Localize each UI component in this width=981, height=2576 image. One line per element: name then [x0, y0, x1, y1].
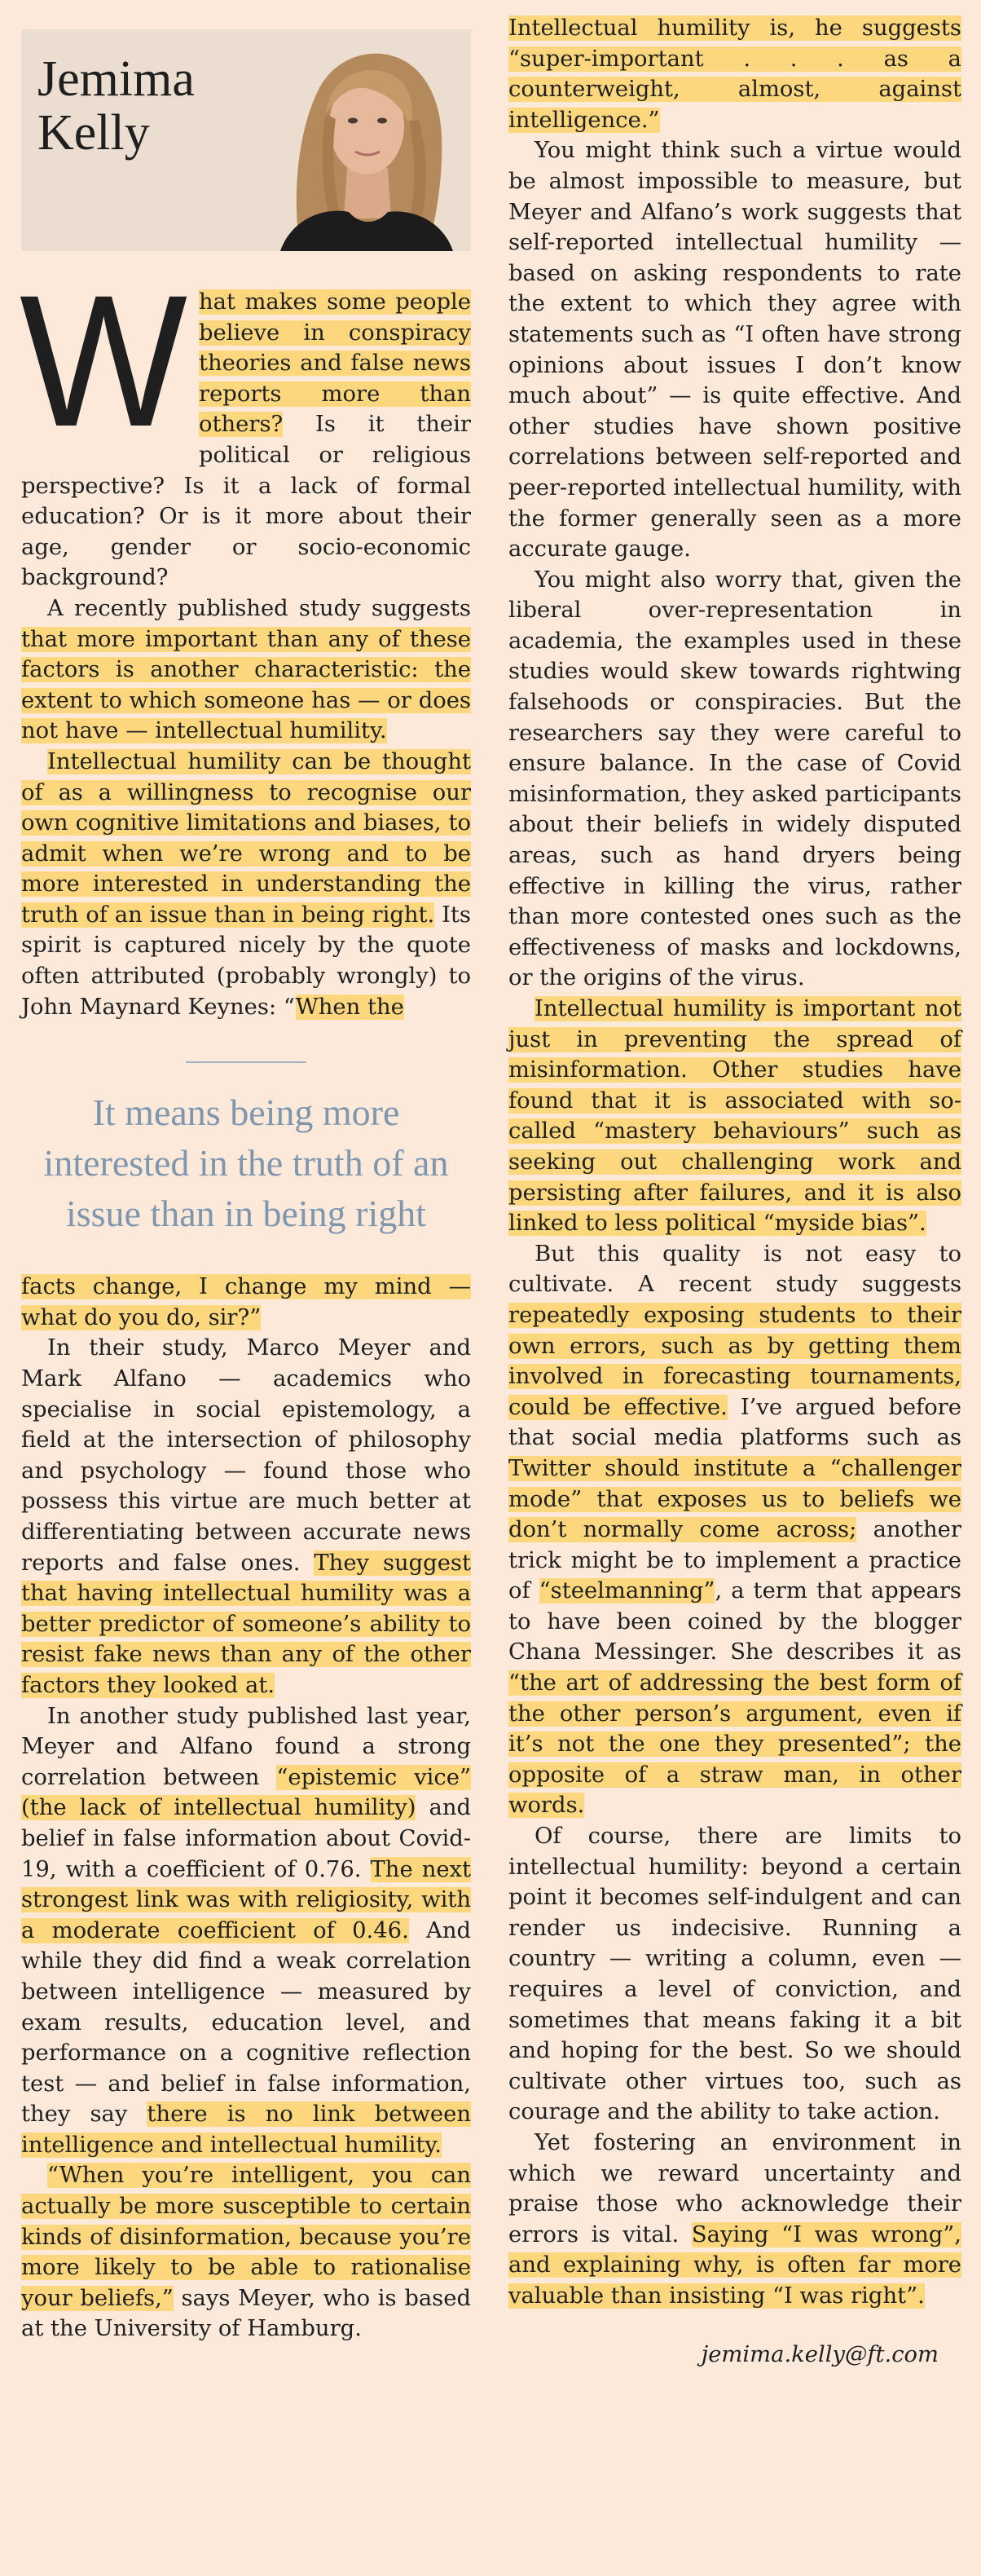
paragraph-1: [21, 287, 471, 593]
author-email[interactable]: jemima.kelly@ft.com: [701, 2341, 939, 2367]
highlight-text: that more important than any of these factors is another characteristic: the extent to which someone has — or does not have — intellectual humility.: [21, 626, 471, 744]
highlight-text: Intellectual humility can be thought of as a willingness to recognise our own cognitive limitations and biases, to admit when we’re wrong and to be more interested in understanding the truth of an issue than in being right.: [21, 748, 471, 928]
pullquote: [21, 1061, 471, 1239]
highlight-text: “epistemic vice” (the lack of intellectual humility): [21, 1764, 471, 1821]
body-text: says Meyer, who is based at the University of Hamburg.: [21, 2285, 471, 2342]
highlight-text: Saying “I was wrong”, and explaining why, is often far more valuable than insisting “I was right”.: [508, 2221, 961, 2309]
highlight-text: They suggest that having intellectual humility was a better predictor of someone’s ability to resist fake news than any of the other factors they looked at.: [21, 1550, 471, 1698]
paragraph-2: [21, 593, 471, 747]
body-text: Is it their political or religious perspective? Is it a lack of formal education? Or is it more about their age, gender or socio-economic background?: [21, 412, 471, 591]
pullquote-rule: [186, 1061, 306, 1063]
drop-cap: [18, 287, 192, 450]
left-column: [21, 287, 471, 2344]
highlight-text: Intellectual humility is important not just in preventing the spread of misinformation. Other studies have found that it is associated with so-called “mastery behaviours” such as seeking out challenging work and persisting after failures, and it is also linked to less political “myside bias”.: [508, 996, 961, 1237]
highlight-text: The next strongest link was with religiosity, with a moderate coefficient of 0.46.: [21, 1856, 471, 1943]
highlight-text: Twitter should institute a “challenger mode” that exposes us to beliefs we don’t normally come across;: [508, 1455, 961, 1543]
body-text: And while they did find a weak correlation between intelligence — measured by exam results, education level, and performance on a cognitive reflection test — and belief in false information, they say: [21, 1917, 471, 2128]
body-text: In another study published last year, Meyer and Alfano found a strong correlation between: [21, 1703, 471, 1790]
body-text: another trick might be to implement a practice of: [508, 1517, 961, 1604]
highlight-text: “the art of addressing the best form of the other person’s argument, even if it’s not the one they presented”; the opposite of a straw man, in other words.: [508, 1670, 961, 1819]
pullquote-text: It means being more interested in the truth of an issue than in being right: [43, 1092, 449, 1235]
highlight-text: repeatedly exposing students to their own errors, such as by getting them involved in forecasting tournaments, could be effective.: [508, 1302, 961, 1420]
byline-box: [21, 29, 471, 251]
highlight-text: Intellectual humility is, he suggests “super-important . . . as a counterweight, almost, against intelligence.”: [508, 15, 961, 133]
paragraph-r4: [508, 994, 961, 1239]
paragraph-r1: [508, 13, 961, 135]
paragraph-5: [21, 1701, 471, 2161]
body-text: I’ve argued before that social media platforms such as: [508, 1394, 961, 1451]
highlight-text: facts change, I change my mind — what do you do, sir?”: [21, 1274, 471, 1330]
paragraph-r3: You might also worry that, given the liberal over-representation in academia, the examples used in these studies would skew towards rightwing falsehoods or conspiracies. But the researchers say they were careful to ensure balance. In the case of Covid misinformation, they asked participants about their beliefs in widely disputed areas, such as hand dryers being effective in killing the virus, rather than more contested ones such as the effectiveness of masks and lockdowns, or the origins of the virus.: [508, 567, 961, 991]
author-last-name: Kelly: [37, 105, 150, 161]
paragraph-r5: [508, 1239, 961, 1821]
paragraph-6: [21, 2160, 471, 2344]
svg-text:W: W: [20, 287, 187, 450]
body-text: Yet fostering an environment in which we reward uncertainty and praise those who acknowledge their errors is vital.: [508, 2129, 961, 2247]
paragraph-4: [21, 1333, 471, 1700]
highlight-text: “When you’re intelligent, you can actually be more susceptible to certain kinds of disinformation, because you’re more likely to be able to rationalise your beliefs,”: [21, 2163, 471, 2311]
paragraph-3-continued: [21, 1272, 471, 1333]
body-text: Its spirit is captured nicely by the quote often attributed (probably wrongly) to John Maynard Keynes: “: [21, 902, 471, 1020]
author-name: [37, 52, 195, 160]
body-text: A recently published study suggests: [47, 595, 471, 621]
paragraph-r2: You might think such a virtue would be almost impossible to measure, but Meyer and Alfano’s work suggests that self-reported intellectual humility — based on asking respondents to rate the extent to which they agree with statements such as “I often have strong opinions about issues I don’t know much about” — is quite effective. And other studies have shown positive correlations between self-reported and peer-reported intellectual humility, with the former generally seen as a more accurate gauge.: [508, 138, 961, 562]
paragraph-r7: [508, 2128, 961, 2312]
paragraph-r6: Of course, there are limits to intellectual humility: beyond a certain point it becomes self-indulgent and can render us indecisive. Running a country — writing a column, even — requires a level of conviction, and sometimes that means faking it a bit and hoping for the best. So we should cultivate other virtues too, such as courage and the ability to take action.: [508, 1824, 961, 2125]
author-first-name: Jemima: [37, 51, 195, 107]
body-text: , a term that appears to have been coined by the blogger Chana Messinger. She describes it as: [508, 1578, 961, 1665]
highlight-text: there is no link between intelligence and intellectual humility.: [21, 2102, 471, 2158]
body-text: and belief in false information about Covid-19, with a coefficient of 0.76.: [21, 1795, 472, 1882]
highlight-text: hat makes some people believe in conspiracy theories and false news reports more than others?: [199, 289, 471, 438]
right-column: [508, 13, 961, 2370]
highlight-text: “steelmanning”: [539, 1578, 715, 1604]
highlight-text: When the: [295, 994, 404, 1020]
body-text: But this quality is not easy to cultivate. A recent study suggests: [508, 1241, 961, 1298]
body-text: In their study, Marco Meyer and Mark Alfano — academics who specialise in social epistemology, a field at the intersection of philosophy and psychology — found those who possess this virtue are much better at differentiating between accurate news reports and false ones.: [21, 1335, 471, 1576]
paragraph-3: [21, 747, 471, 1022]
author-portrait: [235, 29, 471, 251]
